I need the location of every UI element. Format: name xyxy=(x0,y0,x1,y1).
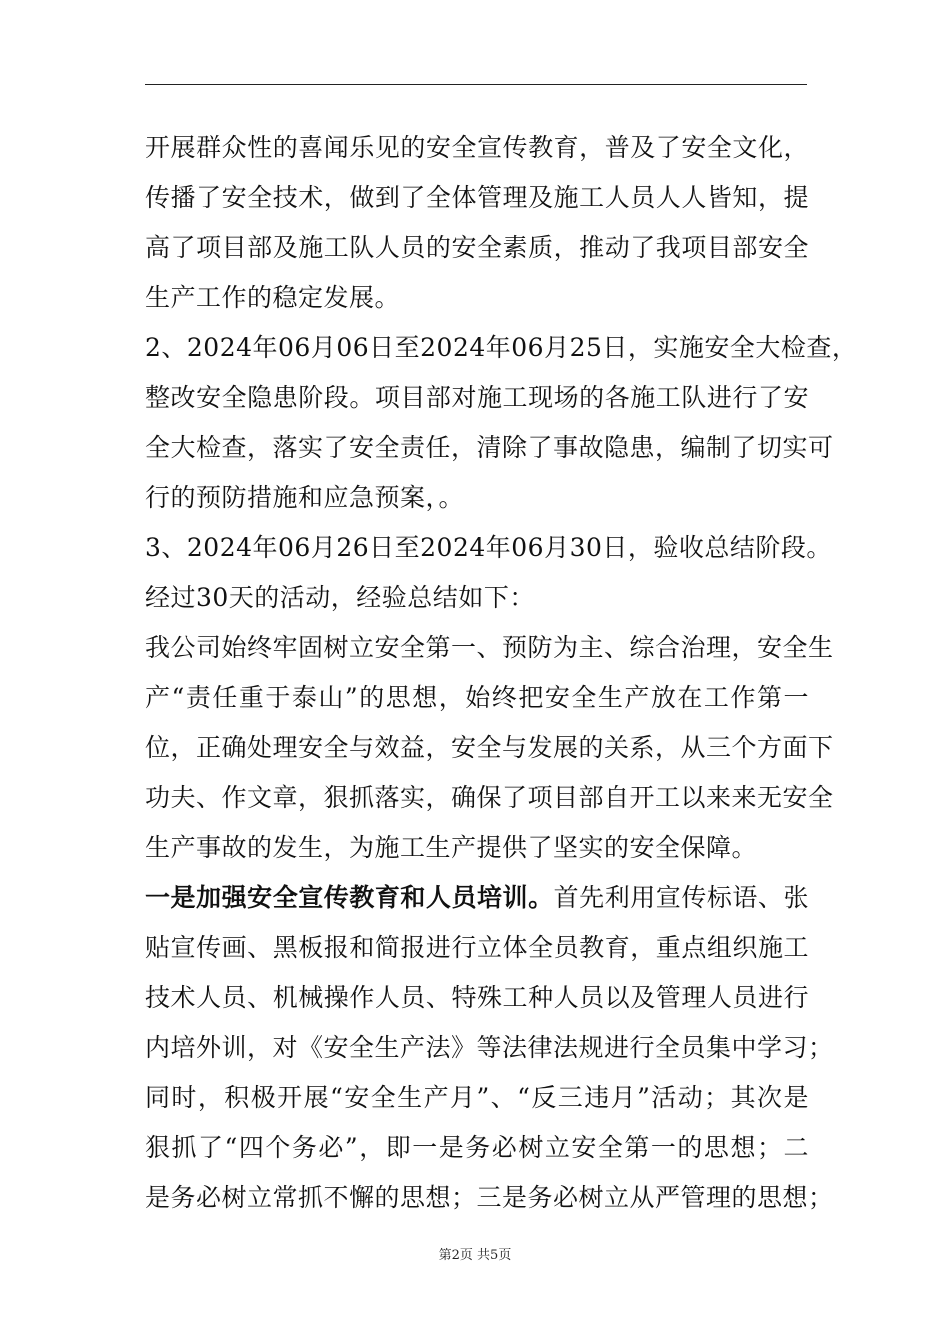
paragraph-line-7: 全大检查，落实了安全责任，清除了事故隐患，编制了切实可 xyxy=(145,433,834,462)
paragraph-line-8: 行的预防措施和应急预案，。 xyxy=(145,483,465,512)
paragraph-line-3: 高了项目部及施工队人员的安全素质，推动了我项目部安全 xyxy=(145,233,809,262)
paragraph-line-12: 产“责任重于泰山”的思想，始终把安全生产放在工作第一 xyxy=(145,683,809,712)
paragraph-line-1: 开展群众性的喜闻乐见的安全宣传教育，普及了安全文化， xyxy=(145,133,809,162)
paragraph-line-18: 技术人员、机械操作人员、特殊工种人员以及管理人员进行 xyxy=(145,983,809,1012)
paragraph-line-15: 生产事故的发生，为施工生产提供了坚实的安全保障。 xyxy=(145,833,758,862)
paragraph-line-13: 位，正确处理安全与效益，安全与发展的关系，从三个方面下 xyxy=(145,733,834,762)
bold-heading-line xyxy=(145,876,809,926)
paragraph-line-2: 传播了安全技术，做到了全体管理及施工人员人人皆知，提 xyxy=(145,183,809,212)
paragraph-line-4: 生产工作的稳定发展。 xyxy=(145,283,401,312)
page-number: 第2页 共5页 xyxy=(438,1248,512,1263)
paragraph-line-20: 同时，积极开展“安全生产月”、“反三违月”活动；其次是 xyxy=(145,1083,809,1112)
paragraph-line-9: 3、2024年06月26日至2024年06月30日，验收总结阶段。 xyxy=(145,533,832,562)
paragraph-line-19: 内培外训，对《安全生产法》等法律法规进行全员集中学习； xyxy=(145,1033,834,1062)
paragraph-line-11: 我公司始终牢固树立安全第一、预防为主、综合治理，安全生 xyxy=(145,633,834,662)
paragraph-line-22: 是务必树立常抓不懈的思想；三是务必树立从严管理的思想； xyxy=(145,1183,834,1212)
bold-heading: 一是加强安全宣传教育和人员培训。 xyxy=(145,883,554,912)
header-rule xyxy=(145,84,807,85)
paragraph-line-5: 2、2024年06月06日至2024年06月25日，实施安全大检查， xyxy=(145,333,858,362)
paragraph-line-6: 整改安全隐患阶段。项目部对施工现场的各施工队进行了安 xyxy=(145,383,809,412)
document-body xyxy=(145,126,858,1226)
paragraph-line-14: 功夫、作文章，狠抓落实，确保了项目部自开工以来来无安全 xyxy=(145,783,834,812)
paragraph-line-17: 贴宣传画、黑板报和简报进行立体全员教育，重点组织施工 xyxy=(145,933,809,962)
paragraph-line-21: 狠抓了“四个务必”，即一是务必树立安全第一的思想；二 xyxy=(145,1133,809,1162)
bold-line-rest: 首先利用宣传标语、张 xyxy=(553,883,809,912)
paragraph-line-10: 经过30天的活动，经验总结如下： xyxy=(145,583,535,612)
